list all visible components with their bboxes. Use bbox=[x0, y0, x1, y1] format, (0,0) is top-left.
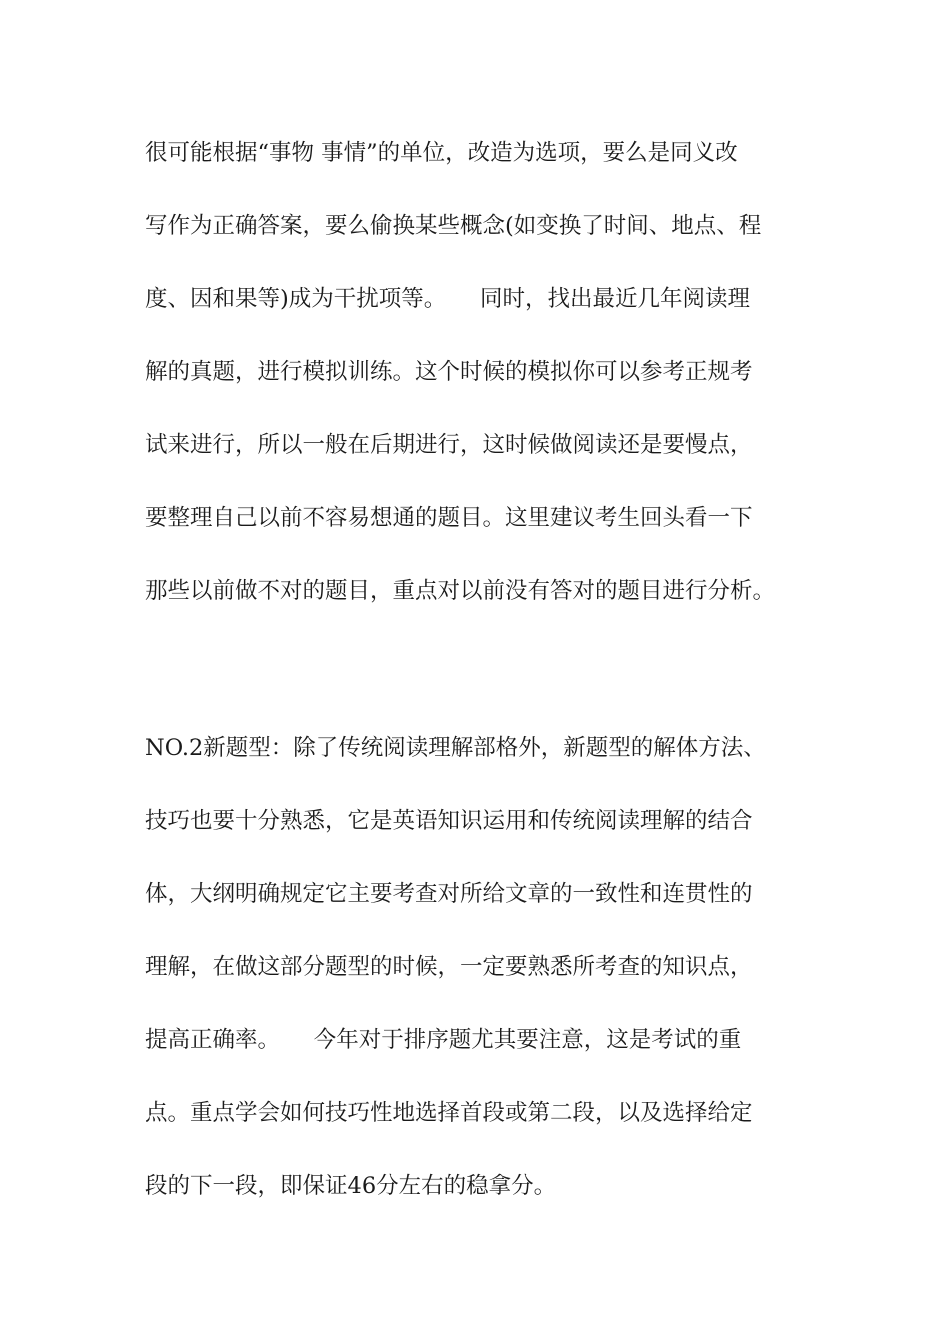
text-line: 度、因和果等)成为干扰项等。 同时，找出最近几年阅读理 bbox=[145, 286, 751, 312]
text-line: 很可能根据“事物 事情”的单位，改造为选项，要么是同义改 bbox=[145, 140, 738, 166]
text-line: 写作为正确答案，要么偷换某些概念(如变换了时间、地点、程 bbox=[145, 213, 762, 239]
text-line: 解的真题，进行模拟训练。这个时候的模拟你可以参考正规考 bbox=[145, 359, 753, 385]
text-line: NO.2新题型：除了传统阅读理解部格外，新题型的解体方法、 bbox=[145, 735, 766, 761]
text-line: 点。重点学会如何技巧性地选择首段或第二段，以及选择给定 bbox=[145, 1100, 753, 1126]
text-line: 要整理自己以前不容易想通的题目。这里建议考生回头看一下 bbox=[145, 505, 753, 531]
text-line: 理解，在做这部分题型的时候，一定要熟悉所考查的知识点， bbox=[145, 954, 753, 980]
text-line: 试来进行，所以一般在后期进行，这时候做阅读还是要慢点， bbox=[145, 432, 753, 458]
text-line: 提高正确率。 今年对于排序题尤其要注意，这是考试的重 bbox=[145, 1027, 742, 1053]
text-line: 那些以前做不对的题目，重点对以前没有答对的题目进行分析。 bbox=[145, 578, 776, 604]
text-line: 技巧也要十分熟悉，它是英语知识运用和传统阅读理解的结合 bbox=[145, 808, 753, 834]
text-line: 段的下一段，即保证46分左右的稳拿分。 bbox=[145, 1173, 557, 1199]
text-line: 体，大纲明确规定它主要考查对所给文章的一致性和连贯性的 bbox=[145, 881, 753, 907]
